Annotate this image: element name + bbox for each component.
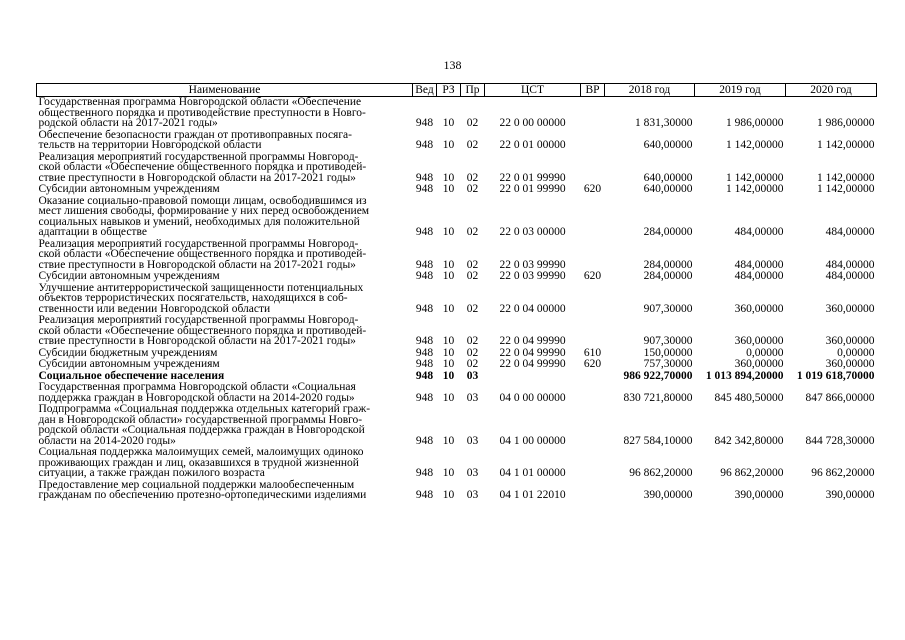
cell-name: Государственная программа Новгородской области «Обеспечение общественного порядка и противодействие преступности в Новго- родской области на 2017-2021 годы» <box>38 96 366 129</box>
cell-2019: 1 986,00000 <box>726 117 784 129</box>
cell-2019: 1 142,00000 <box>726 183 784 195</box>
cell-2018: 986 922,70000 <box>623 369 693 382</box>
cell-cst: 04 1 01 00000 <box>499 467 566 479</box>
cell-ved: 948 <box>415 346 434 359</box>
cell-2020: 1 142,00000 <box>817 139 875 151</box>
cell-rz: 10 <box>442 302 455 315</box>
cell-rz: 10 <box>442 171 455 184</box>
cell-name: Подпрограмма «Социальная поддержка отдельных категорий граж- дан в Новгородской области» государственной программы Новго- родской области «Социальная поддержка граждан в Новгородской области на 2014-2020 годы» <box>38 403 371 447</box>
cell-ved: 948 <box>415 369 434 382</box>
cell-2019: 390,00000 <box>734 489 784 501</box>
cell-2020: 96 862,20000 <box>811 467 875 479</box>
table-row <box>37 382 877 404</box>
cell-2020: 484,00000 <box>825 258 875 271</box>
cell-ved: 948 <box>415 117 434 129</box>
cell-pr: 02 <box>466 117 479 129</box>
cell-2020: 390,00000 <box>825 489 875 501</box>
cell-ved: 948 <box>415 226 434 238</box>
table-row <box>37 480 877 502</box>
cell-name: Улучшение антитеррористической защищенности потенциальных объектов террористических посягательств, находящихся в соб- ственности или ведении Новгородской области <box>38 281 364 315</box>
header-cst: ЦСТ <box>485 84 581 97</box>
cell-2019: 842 342,80000 <box>714 434 784 447</box>
cell-vr: 620 <box>583 358 602 370</box>
cell-rz: 10 <box>442 467 455 479</box>
cell-name: Субсидии автономным учреждениям <box>38 270 220 282</box>
cell-vr <box>581 315 605 348</box>
cell-cst: 22 0 01 99990 <box>499 171 566 184</box>
cell-2019: 0,00000 <box>746 346 784 359</box>
cell-pr: 02 <box>466 226 479 238</box>
cell-rz: 10 <box>442 434 455 447</box>
cell-2018: 907,30000 <box>643 302 693 315</box>
cell-pr: 02 <box>466 171 479 184</box>
cell-cst: 22 0 04 99990 <box>499 358 566 370</box>
cell-ved: 948 <box>415 489 434 501</box>
table-body <box>37 97 877 502</box>
cell-pr: 02 <box>466 258 479 271</box>
cell-cst: 22 0 04 99990 <box>499 346 566 359</box>
cell-vr <box>581 382 605 404</box>
cell-2020: 1 142,00000 <box>817 183 875 195</box>
cell-pr: 03 <box>466 434 479 447</box>
cell-name: Субсидии автономным учреждениям <box>38 183 220 195</box>
cell-2020: 1 986,00000 <box>817 117 875 129</box>
cell-name: Оказание социально-правовой помощи лицам, освободившимся из мест лишения свободы, формирование у них перед освобождением социальных навыков и умений, необходимых для положительной адаптации в обществе <box>38 194 370 238</box>
cell-rz: 10 <box>442 335 455 347</box>
cell-ved: 948 <box>415 467 434 479</box>
cell-2020: 360,00000 <box>825 302 875 315</box>
header-2019: 2019 год <box>695 84 786 97</box>
cell-2020: 360,00000 <box>825 358 875 370</box>
table-row <box>37 283 877 316</box>
cell-2020: 360,00000 <box>825 335 875 347</box>
cell-ved: 948 <box>415 258 434 271</box>
cell-pr: 02 <box>466 302 479 315</box>
cell-cst: 22 0 03 99990 <box>499 270 566 282</box>
cell-cst: 22 0 03 00000 <box>499 226 566 238</box>
cell-vr <box>581 97 605 130</box>
cell-rz: 10 <box>442 346 455 359</box>
cell-2019: 360,00000 <box>734 335 784 347</box>
cell-2020: 484,00000 <box>825 270 875 282</box>
cell-2019: 1 142,00000 <box>726 139 784 151</box>
cell-2019: 1 013 894,20000 <box>705 369 784 382</box>
header-pr: Пр <box>461 84 485 97</box>
cell-name: Субсидии автономным учреждениям <box>38 358 220 370</box>
cell-2018: 640,00000 <box>643 183 693 195</box>
cell-vr: 610 <box>583 346 602 359</box>
cell-vr <box>581 447 605 480</box>
cell-name: Предоставление мер социальной поддержки малообеспеченным гражданам по обеспечению протезно-ортопедическими изделиями <box>38 478 367 501</box>
cell-2018: 150,00000 <box>643 346 693 359</box>
cell-vr <box>581 239 605 272</box>
cell-vr <box>581 371 605 383</box>
cell-cst: 04 0 00 00000 <box>499 391 566 404</box>
cell-ved: 948 <box>415 183 434 195</box>
cell-ved: 948 <box>415 171 434 184</box>
cell-pr: 03 <box>466 489 479 501</box>
cell-cst: 22 0 00 00000 <box>499 117 566 129</box>
cell-ved: 948 <box>415 270 434 282</box>
table-row <box>37 271 877 283</box>
header-name: Наименование <box>37 84 413 97</box>
cell-ved: 948 <box>415 335 434 347</box>
cell-rz: 10 <box>442 270 455 282</box>
page-number: 138 <box>443 58 462 72</box>
cell-2018: 390,00000 <box>643 489 693 501</box>
cell-rz: 10 <box>442 139 455 151</box>
cell-2018: 1 831,30000 <box>635 117 693 129</box>
cell-pr: 02 <box>466 358 479 370</box>
cell-pr: 02 <box>466 139 479 151</box>
cell-2018: 284,00000 <box>643 258 693 271</box>
cell-name: Социальное обеспечение населения <box>38 369 225 382</box>
cell-2020: 0,00000 <box>837 346 875 359</box>
table-row <box>37 404 877 447</box>
cell-2018: 640,00000 <box>643 139 693 151</box>
cell-2018: 284,00000 <box>643 270 693 282</box>
cell-cst: 22 0 01 00000 <box>499 139 566 151</box>
table-row <box>37 315 877 348</box>
cell-pr: 03 <box>466 369 479 382</box>
cell-rz: 10 <box>442 183 455 195</box>
cell-vr <box>581 480 605 502</box>
table-row <box>37 184 877 196</box>
table-header-row <box>37 84 877 97</box>
cell-2018: 907,30000 <box>643 335 693 347</box>
header-vr: ВР <box>581 84 605 97</box>
cell-2020: 847 866,00000 <box>805 391 875 404</box>
cell-pr: 02 <box>466 346 479 359</box>
cell-cst: 22 0 01 99990 <box>499 183 566 195</box>
table-row <box>37 239 877 272</box>
cell-vr <box>581 196 605 239</box>
cell-vr <box>581 152 605 185</box>
cell-vr <box>581 130 605 152</box>
cell-rz: 10 <box>442 391 455 404</box>
table-row <box>37 152 877 185</box>
cell-2018: 96 862,20000 <box>629 467 693 479</box>
cell-name: Государственная программа Новгородской области «Социальная поддержка граждан в Новгородской области на 2014-2020 годы» <box>38 381 356 404</box>
cell-2019: 96 862,20000 <box>720 467 784 479</box>
cell-cst: 22 0 04 00000 <box>499 302 566 315</box>
cell-rz: 10 <box>442 489 455 501</box>
cell-2019: 845 480,50000 <box>714 391 784 404</box>
cell-cst: 22 0 03 99990 <box>499 258 566 271</box>
cell-pr: 03 <box>466 467 479 479</box>
table-row <box>37 447 877 480</box>
cell-rz: 10 <box>442 258 455 271</box>
cell-cst <box>485 371 581 383</box>
header-rz: РЗ <box>437 84 461 97</box>
cell-ved: 948 <box>415 358 434 370</box>
cell-2018: 757,30000 <box>643 358 693 370</box>
cell-2020: 484,00000 <box>825 226 875 238</box>
cell-name: Реализация мероприятий государственной программы Новгород- ской области «Обеспечение общественного порядка и противодей- ствие преступности в Новгородской области на 2017-2021 годы» <box>38 150 367 184</box>
cell-2020: 844 728,30000 <box>805 434 875 447</box>
cell-2018: 830 721,80000 <box>623 391 693 404</box>
cell-cst: 22 0 04 99990 <box>499 335 566 347</box>
cell-2020: 1 142,00000 <box>817 171 875 184</box>
cell-name: Социальная поддержка малоимущих семей, малоимущих одиноко проживающих граждан и лиц, оказавшихся в трудной жизненной ситуации, а также граждан пожилого возраста <box>38 446 364 479</box>
cell-2018: 284,00000 <box>643 226 693 238</box>
table-row <box>37 97 877 130</box>
cell-vr <box>581 404 605 447</box>
cell-2019: 360,00000 <box>734 358 784 370</box>
cell-2019: 484,00000 <box>734 258 784 271</box>
header-ved: Вед <box>413 84 437 97</box>
table-row <box>37 359 877 371</box>
cell-2019: 1 142,00000 <box>726 171 784 184</box>
cell-name: Реализация мероприятий государственной программы Новгород- ской области «Обеспечение общественного порядка и противодей- ствие преступности в Новгородской области на 2017-2021 годы» <box>38 237 367 271</box>
cell-vr: 620 <box>583 183 602 195</box>
cell-ved: 948 <box>415 391 434 404</box>
cell-rz: 10 <box>442 358 455 370</box>
header-2018: 2018 год <box>605 84 695 97</box>
table-row <box>37 196 877 239</box>
cell-pr: 02 <box>466 335 479 347</box>
cell-rz: 10 <box>442 369 455 382</box>
cell-name: Субсидии бюджетным учреждениям <box>38 346 218 359</box>
cell-2018: 640,00000 <box>643 171 693 184</box>
cell-name: Обеспечение безопасности граждан от противоправных посяга- тельств на территории Новгородской области <box>38 128 352 151</box>
header-2020: 2020 год <box>786 84 877 97</box>
cell-cst: 04 1 00 00000 <box>499 434 566 447</box>
table-row <box>37 130 877 152</box>
budget-table <box>36 83 877 502</box>
cell-rz: 10 <box>442 226 455 238</box>
cell-ved: 948 <box>415 139 434 151</box>
cell-vr <box>581 283 605 316</box>
cell-rz: 10 <box>442 117 455 129</box>
cell-pr: 03 <box>466 391 479 404</box>
cell-ved: 948 <box>415 434 434 447</box>
cell-pr: 02 <box>466 270 479 282</box>
cell-2019: 484,00000 <box>734 270 784 282</box>
cell-2020: 1 019 618,70000 <box>796 369 875 382</box>
cell-vr: 620 <box>583 270 602 282</box>
cell-ved: 948 <box>415 302 434 315</box>
cell-cst: 04 1 01 22010 <box>499 489 566 501</box>
cell-name: Реализация мероприятий государственной программы Новгород- ской области «Обеспечение общественного порядка и противодей- ствие преступности в Новгородской области на 2017-2021 годы» <box>38 314 367 347</box>
cell-2019: 360,00000 <box>734 302 784 315</box>
cell-2019: 484,00000 <box>734 226 784 238</box>
cell-pr: 02 <box>466 183 479 195</box>
cell-2018: 827 584,10000 <box>623 434 693 447</box>
